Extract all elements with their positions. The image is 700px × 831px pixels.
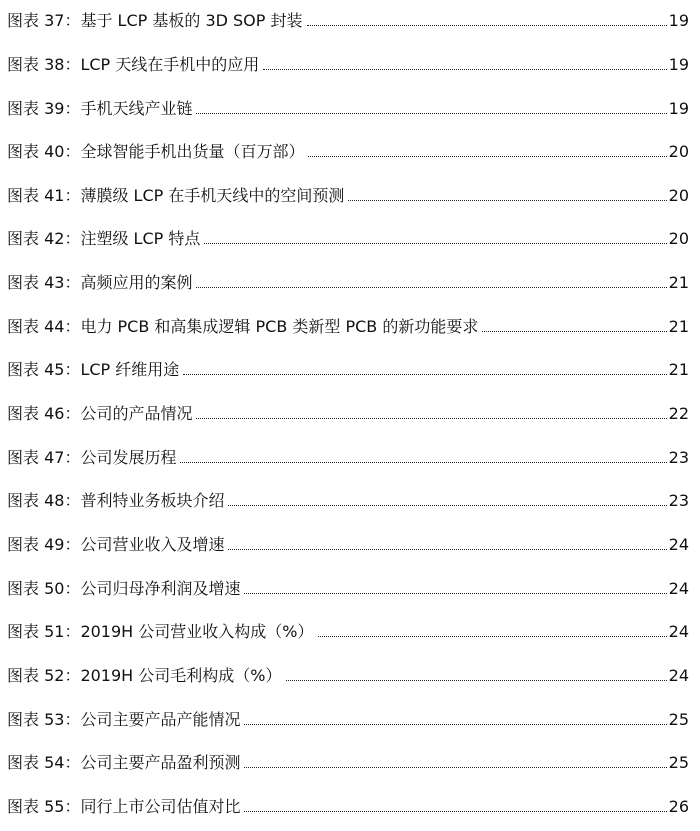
dot-leader (482, 330, 666, 332)
dot-leader (263, 68, 666, 70)
toc-entry-title: 图表 37：基于 LCP 基板的 3D SOP 封装 (7, 11, 303, 30)
dot-leader (228, 504, 666, 506)
toc-entry-page: 23 (668, 491, 689, 510)
dot-leader (286, 679, 667, 681)
toc-entry-title: 图表 52：2019H 公司毛利构成（%） (7, 666, 282, 685)
toc-entry-page: 25 (668, 710, 689, 729)
toc-entry[interactable] (7, 572, 689, 598)
dot-leader (244, 723, 666, 725)
toc-entry-page: 24 (668, 622, 689, 641)
toc-entry-title: 图表 49：公司营业收入及增速 (7, 535, 225, 554)
dot-leader (244, 810, 666, 812)
toc-entry-title: 图表 44：电力 PCB 和高集成逻辑 PCB 类新型 PCB 的新功能要求 (7, 317, 479, 336)
toc-entry-page: 20 (668, 142, 689, 161)
dot-leader (307, 24, 667, 26)
dot-leader (318, 635, 667, 637)
toc-entry-title: 图表 50：公司归母净利润及增速 (7, 579, 241, 598)
toc-entry-page: 19 (668, 99, 689, 118)
toc-entry-page: 26 (668, 797, 689, 816)
toc-entry[interactable] (7, 92, 689, 118)
toc-entry[interactable] (7, 790, 689, 816)
toc-entry-title: 图表 39：手机天线产业链 (7, 99, 193, 118)
toc-entry-title: 图表 43：高频应用的案例 (7, 273, 193, 292)
toc-entry[interactable] (7, 179, 689, 205)
toc-entry-page: 24 (668, 666, 689, 685)
toc-entry[interactable] (7, 615, 689, 641)
toc-entry-title: 图表 40：全球智能手机出货量（百万部） (7, 142, 305, 161)
dot-leader (244, 592, 666, 594)
toc-entry-page: 25 (668, 753, 689, 772)
toc-entry-title: 图表 53：公司主要产品产能情况 (7, 710, 241, 729)
toc-entry-page: 23 (668, 448, 689, 467)
toc-entry-title: 图表 38：LCP 天线在手机中的应用 (7, 55, 260, 74)
dot-leader (348, 199, 666, 201)
toc-entry[interactable] (7, 353, 689, 379)
toc-entry-page: 20 (668, 229, 689, 248)
toc-entry[interactable] (7, 659, 689, 685)
dot-leader (196, 417, 666, 419)
toc-entry[interactable] (7, 397, 689, 423)
toc-entry[interactable] (7, 4, 689, 30)
dot-leader (308, 155, 666, 157)
dot-leader (196, 112, 666, 114)
toc-entry[interactable] (7, 135, 689, 161)
toc-entry[interactable] (7, 310, 689, 336)
toc-entry[interactable] (7, 48, 689, 74)
toc-entry-title: 图表 51：2019H 公司营业收入构成（%） (7, 622, 314, 641)
toc-entry[interactable] (7, 484, 689, 510)
toc-entry[interactable] (7, 746, 689, 772)
toc-entry-page: 21 (668, 360, 689, 379)
toc-entry-page: 22 (668, 404, 689, 423)
toc-entry-page: 19 (668, 11, 689, 30)
toc-entry-title: 图表 41：薄膜级 LCP 在手机天线中的空间预测 (7, 186, 345, 205)
toc-entry-title: 图表 47：公司发展历程 (7, 448, 177, 467)
toc-entry[interactable] (7, 266, 689, 292)
toc-entry-title: 图表 46：公司的产品情况 (7, 404, 193, 423)
toc-entry-title: 图表 42：注塑级 LCP 特点 (7, 229, 201, 248)
toc-entry-page: 24 (668, 535, 689, 554)
dot-leader (180, 461, 666, 463)
toc-entry-page: 21 (668, 273, 689, 292)
toc-entry[interactable] (7, 441, 689, 467)
toc-entry[interactable] (7, 528, 689, 554)
toc-entry[interactable] (7, 222, 689, 248)
toc-entry-title: 图表 48：普利特业务板块介绍 (7, 491, 225, 510)
dot-leader (228, 548, 666, 550)
toc-entry-title: 图表 45：LCP 纤维用途 (7, 360, 180, 379)
dot-leader (204, 242, 666, 244)
toc-entry-page: 20 (668, 186, 689, 205)
toc-entry-page: 19 (668, 55, 689, 74)
toc-entry-title: 图表 55：同行上市公司估值对比 (7, 797, 241, 816)
dot-leader (183, 373, 666, 375)
dot-leader (244, 766, 666, 768)
toc-entry-page: 21 (668, 317, 689, 336)
toc-entry-page: 24 (668, 579, 689, 598)
toc-entry-title: 图表 54：公司主要产品盈利预测 (7, 753, 241, 772)
toc-entry[interactable] (7, 703, 689, 729)
dot-leader (196, 286, 666, 288)
